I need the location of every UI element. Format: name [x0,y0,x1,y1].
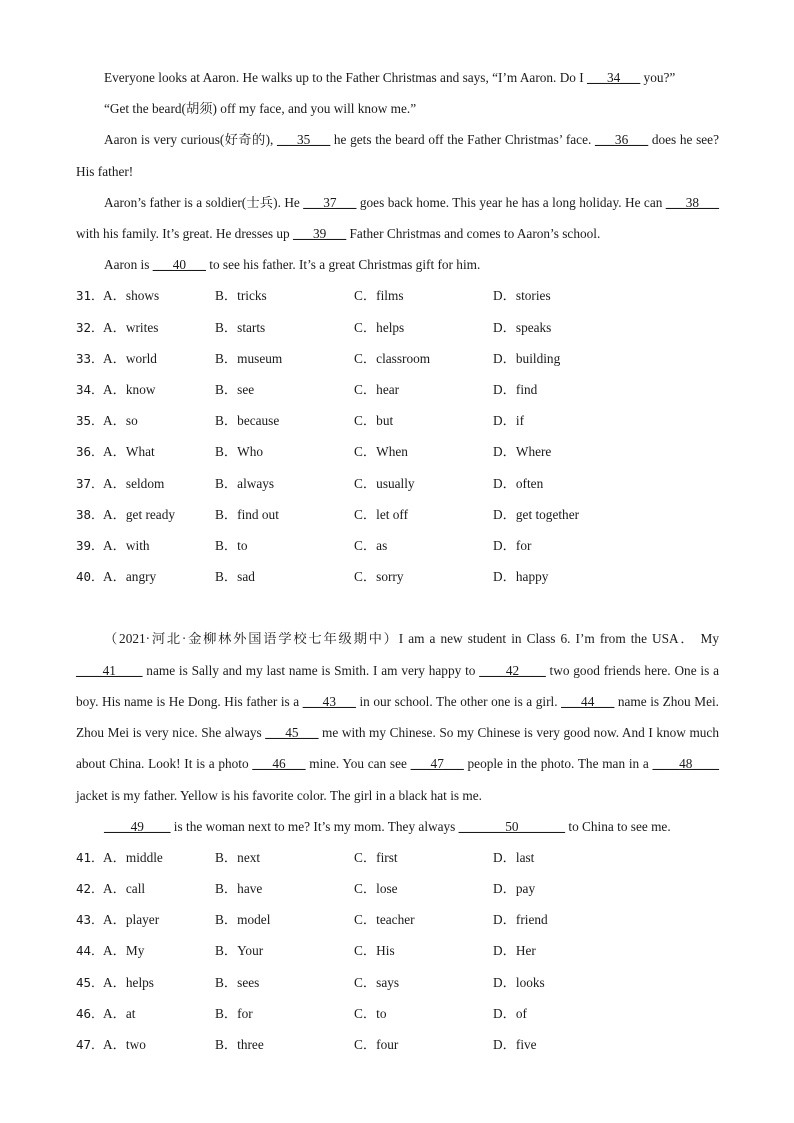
question-43 [76,904,719,935]
blank-39: ___39___ [293,226,347,242]
option-d[interactable]: D．building [493,350,561,366]
passage1-paragraph-5 [76,249,719,280]
option-c[interactable]: C．hear [354,381,400,397]
option-a[interactable]: A．two [103,1037,146,1053]
option-a[interactable]: A．seldom [103,475,165,491]
text-span: （2021·河北·金柳林外国语学校七年级期中）I am a new student in Class 6. I’m from the USA． My [104,631,719,647]
question-38 [76,499,719,530]
option-c[interactable]: C．to [354,1005,387,1021]
question-41 [76,842,719,873]
text-span: does he see? His father! [76,132,719,179]
option-b[interactable]: B．Who [215,444,264,460]
question-number: 37． [76,475,104,491]
question-number: 40． [76,569,104,585]
blank-38: ___38___ [665,194,719,210]
question-number: 47． [76,1037,104,1053]
option-d[interactable]: D．stories [493,288,551,304]
passage2-paragraph-2 [76,811,719,842]
text-span: Father Christmas and comes to Aaron’s school. [346,226,601,242]
option-d[interactable]: D．last [493,849,535,865]
text-span: with his family. It’s great. He dresses up [76,226,294,242]
text-span: Aaron is very curious(好奇的), [104,132,278,148]
question-number: 33． [76,350,104,366]
question-number: 41． [76,849,104,865]
option-d[interactable]: D．of [493,1005,527,1021]
option-d[interactable]: D．friend [493,912,548,928]
option-c[interactable]: C．as [354,537,388,553]
option-c[interactable]: C．usually [354,475,415,491]
option-b[interactable]: B．museum [215,350,283,366]
option-a[interactable]: A．What [103,444,155,460]
question-33 [76,343,719,374]
option-b[interactable]: B．next [215,849,261,865]
option-c[interactable]: C．but [354,413,394,429]
question-list-1 [76,280,719,592]
text-span: “Get the beard(胡须) off my face, and you will know me.” [104,101,417,117]
question-number: 42． [76,881,104,897]
passage2-paragraph-1 [76,623,719,810]
option-c[interactable]: C．let off [354,506,409,522]
question-46 [76,998,719,1029]
question-list-2 [76,842,719,1060]
question-number: 36． [76,444,104,460]
option-a[interactable]: A．call [103,881,146,897]
text-span: jacket is my father. Yellow is his favorite color. The girl in a black hat is me. [76,787,482,803]
question-number: 32． [76,319,104,335]
option-c[interactable]: C．says [354,974,400,990]
question-number: 39． [76,537,104,553]
passage1-paragraph-4 [76,187,719,249]
text-span: Aaron is [104,257,153,273]
blank-36: ___36___ [594,132,649,148]
option-b[interactable]: B．Your [215,943,264,959]
document-page [76,62,719,1060]
question-31 [76,280,719,311]
question-36 [76,436,719,467]
blank-48: ____48____ [652,756,720,772]
text-span: is the woman next to me? It’s my mom. They always [170,818,459,834]
text-span: name is Sally and my last name is Smith. I am very happy to [142,662,480,678]
option-d[interactable]: D．if [493,413,525,429]
option-b[interactable]: B．see [215,381,255,397]
blank-42: ____42____ [479,662,546,678]
option-d[interactable]: D．Where [493,444,552,460]
text-span: Aaron’s father is a soldier(士兵). He [104,194,304,210]
blank-41: ____41____ [76,662,143,678]
question-number: 31． [76,288,104,304]
option-c[interactable]: C．films [354,288,404,304]
question-number: 45． [76,974,104,990]
question-34 [76,374,719,405]
question-number: 35． [76,413,104,429]
option-c[interactable]: C．When [354,444,408,460]
option-d[interactable]: D．get together [493,506,580,522]
text-span: Everyone looks at Aaron. He walks up to the Father Christmas and says, “I’m Aaron. Do I [104,70,588,85]
blank-40: ___40___ [152,257,206,273]
option-c[interactable]: C．lose [354,881,398,897]
option-a[interactable]: A．world [103,350,157,366]
text-span: goes back home. This year he has a long holiday. He can [356,194,666,210]
option-b[interactable]: B．because [215,413,280,429]
blank-43: ___43___ [302,693,356,709]
question-40 [76,561,719,592]
option-d[interactable]: D．looks [493,974,545,990]
option-a[interactable]: A．writes [103,319,159,335]
option-a[interactable]: A．My [103,943,145,959]
option-d[interactable]: D．find [493,381,538,397]
option-a[interactable]: A．shows [103,288,160,304]
option-a[interactable]: A．so [103,413,138,429]
option-b[interactable]: B．sees [215,974,260,990]
option-a[interactable]: A．with [103,537,150,553]
option-a[interactable]: A．at [103,1005,136,1021]
option-b[interactable]: B．for [215,1005,253,1021]
option-c[interactable]: C．classroom [354,350,431,366]
option-a[interactable]: A．middle [103,849,163,865]
blank-49: ____49____ [104,818,171,834]
option-a[interactable]: A．player [103,912,160,928]
option-b[interactable]: B．tricks [215,288,267,304]
text-span: me with my Chinese. So my Chinese is very good now. And I know much about China. Look! It is a photo [76,725,719,772]
section-spacer [76,592,719,623]
option-c[interactable]: C．helps [354,319,405,335]
option-b[interactable]: B．find out [215,506,279,522]
blank-45: ___45___ [265,725,319,741]
option-b[interactable]: B．model [215,912,271,928]
blank-44: ___44___ [561,693,615,709]
text-span: name is Zhou Mei. Zhou Mei is very nice. She always [76,693,719,741]
text-span: in our school. The other one is a girl. [355,693,562,709]
blank-50: _______50_______ [458,818,566,834]
option-b[interactable]: B．have [215,881,263,897]
option-d[interactable]: D．happy [493,569,549,585]
question-35 [76,405,719,436]
option-d[interactable]: D．often [493,475,544,491]
blank-37: ___37___ [303,194,357,210]
passage1-paragraph-2 [76,93,719,124]
text-span: you?” [640,70,676,85]
question-42 [76,873,719,904]
question-39 [76,530,719,561]
blank-35: ___35___ [277,132,331,148]
option-d[interactable]: D．speaks [493,319,552,335]
blank-34: ___34___ [587,70,641,85]
option-b[interactable]: B．always [215,475,275,491]
question-number: 34． [76,381,104,397]
option-b[interactable]: B．three [215,1037,264,1053]
text-span: people in the photo. The man in a [463,756,653,772]
option-a[interactable]: A．angry [103,569,157,585]
question-47 [76,1029,719,1060]
question-44 [76,935,719,966]
blank-47: ___47___ [410,756,464,772]
question-37 [76,468,719,499]
option-a[interactable]: A．get ready [103,506,175,522]
blank-46: ___46___ [252,756,306,772]
text-span: two good friends here. One is a boy. His name is He Dong. His father is a [76,662,719,709]
passage1-paragraph-3 [76,124,719,186]
question-32 [76,312,719,343]
option-b[interactable]: B．starts [215,319,266,335]
option-a[interactable]: A．know [103,381,156,397]
text-span: mine. You can see [305,756,411,772]
passage1-paragraph-1 [76,62,719,93]
question-45 [76,967,719,998]
option-c[interactable]: C．teacher [354,912,415,928]
option-c[interactable]: C．four [354,1037,399,1053]
option-c[interactable]: C．first [354,849,398,865]
option-d[interactable]: D．Her [493,943,536,959]
option-b[interactable]: B．to [215,537,248,553]
question-number: 38． [76,506,104,522]
question-number: 44． [76,943,104,959]
text-span: he gets the beard off the Father Christmas’ face. [330,132,595,148]
question-number: 46． [76,1005,104,1021]
option-c[interactable]: C．His [354,943,395,959]
question-number: 43． [76,912,104,928]
option-c[interactable]: C．sorry [354,569,404,585]
option-b[interactable]: B．sad [215,569,255,585]
option-d[interactable]: D．pay [493,881,536,897]
text-span: to see his father. It’s a great Christmas gift for him. [205,257,481,273]
option-d[interactable]: D．five [493,1037,537,1053]
option-a[interactable]: A．helps [103,974,154,990]
text-span: to China to see me. [565,818,671,834]
option-d[interactable]: D．for [493,537,532,553]
